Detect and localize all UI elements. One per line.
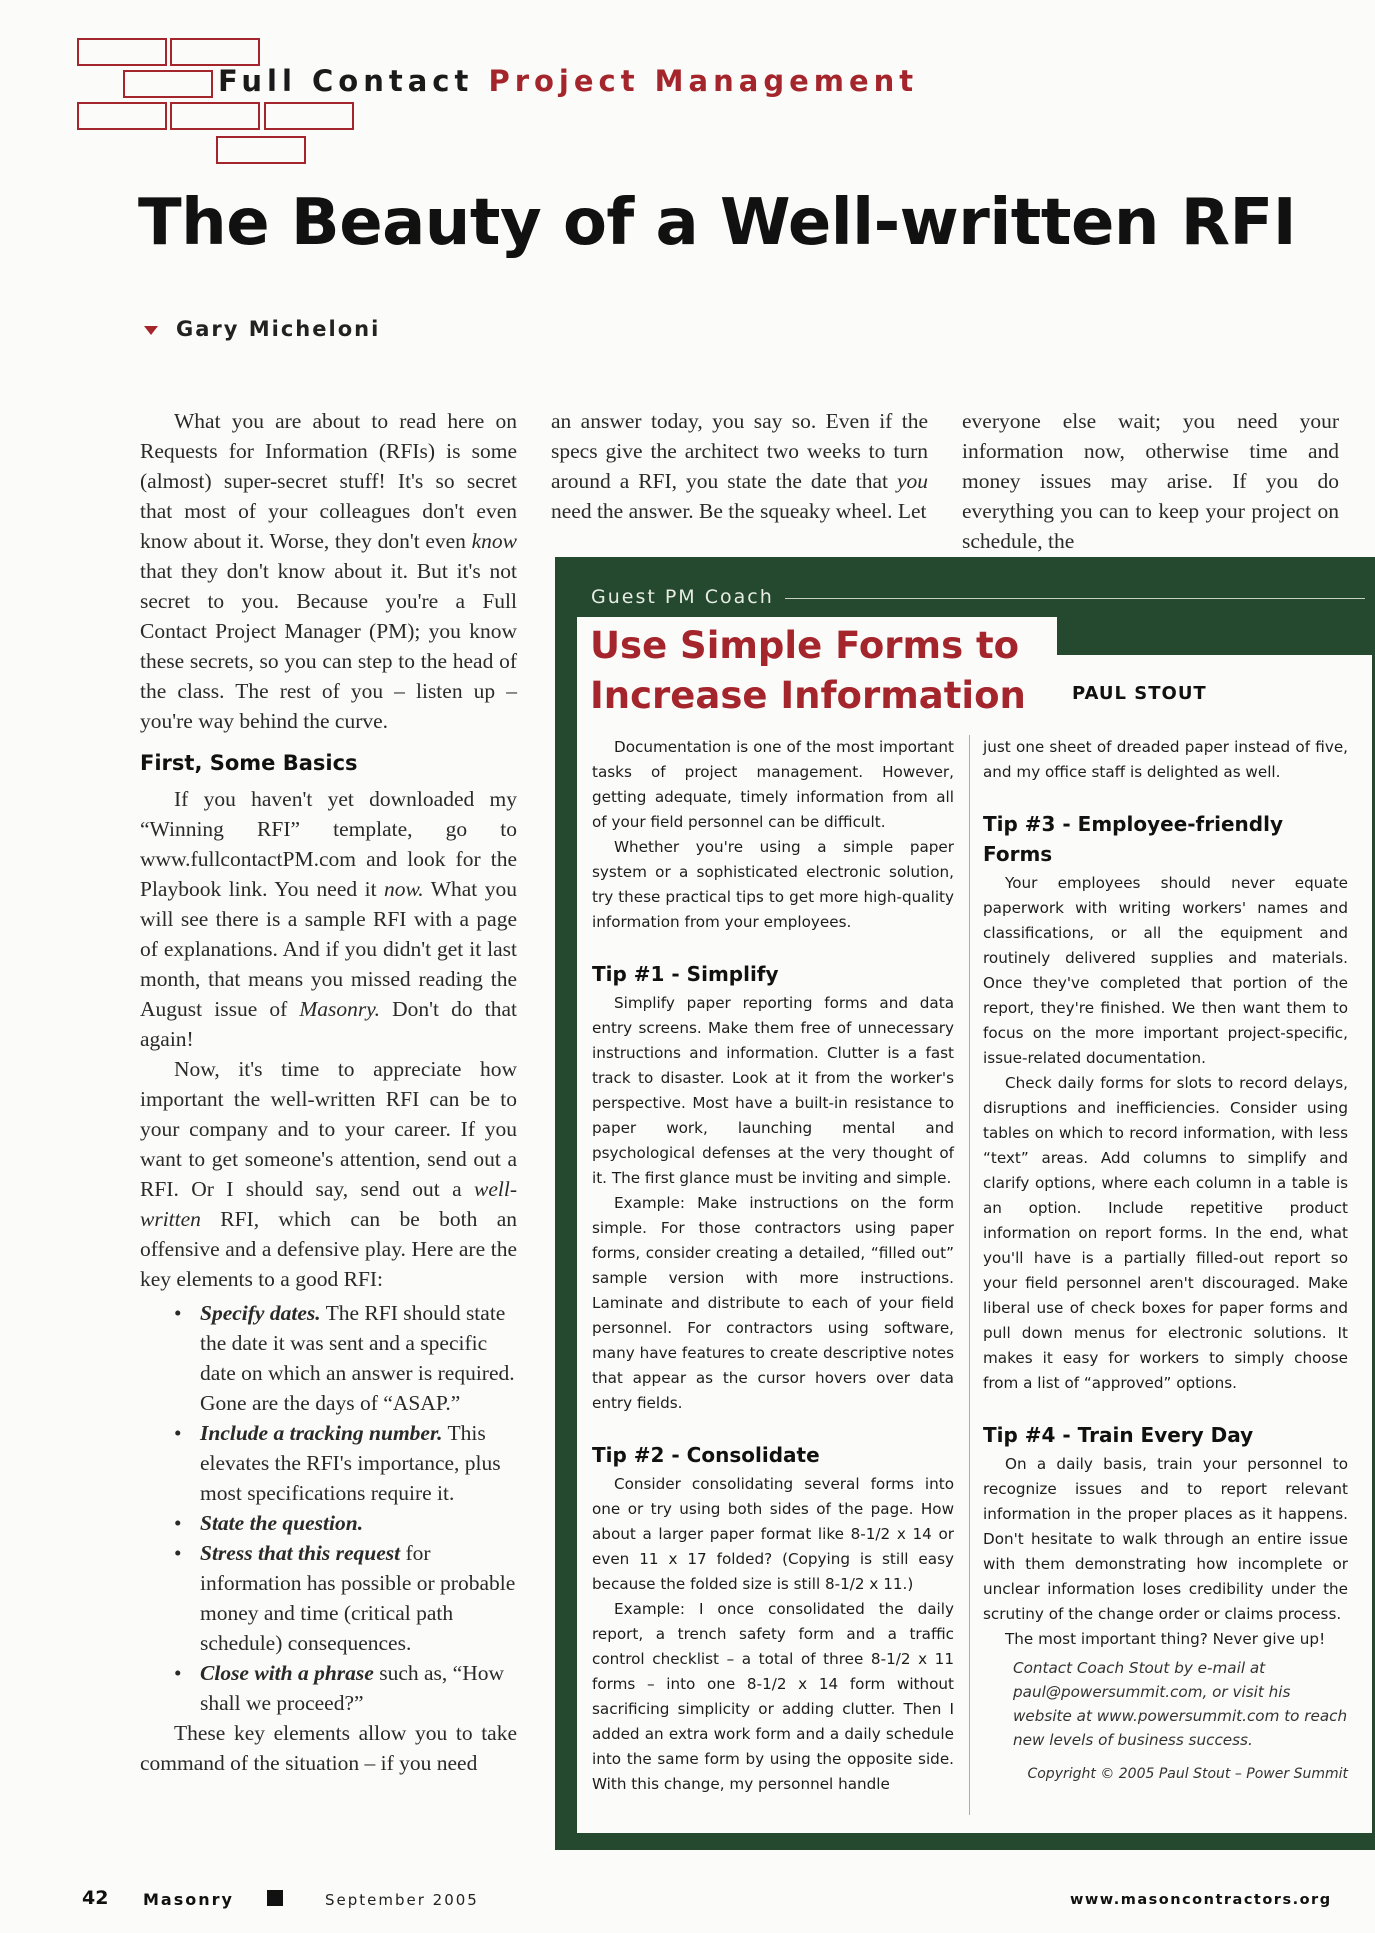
- list-item: • Close with a phrase such as, “How shall we proceed?”: [200, 1658, 517, 1718]
- list-item: • State the question.: [200, 1508, 517, 1538]
- guest-coach-sidebar: [555, 557, 1375, 1850]
- col2-paragraph-1: an answer today, you say so. Even if the specs give the architect two weeks to turn around a RFI, you state the date that you need the answer. Be the squeaky wheel. Let: [551, 409, 928, 523]
- magazine-name: Masonry: [143, 1890, 234, 1909]
- brick-6: [264, 102, 354, 130]
- brick-1: [77, 38, 167, 66]
- tip-3-paragraph-1: Your employees should never equate paperwork with writing workers' names and classifications, or all the equipment and routinely delivered supplies and materials. Once they've completed that portion of the report, they're finished. We then want them to focus on the more important project-specific, issue-related documentation.: [983, 874, 1348, 1067]
- brick-2: [170, 38, 260, 66]
- byline-triangle-icon: [144, 326, 158, 335]
- brick-4: [77, 102, 167, 130]
- tip-4-paragraph-1: On a daily basis, train your personnel to recognize issues and to report relevant information in the proper places as it happens. Don't hesitate to walk through an entire issue with them demonstrating how incomplete or unclear information loses credibility under the scrutiny of the change order or claims process.: [983, 1455, 1348, 1623]
- tip-4-paragraph-2: The most important thing? Never give up!: [1005, 1630, 1326, 1648]
- sidebar-column-left: [592, 735, 954, 1797]
- section-heading: First, Some Basics: [140, 751, 358, 775]
- tip-2-continuation: just one sheet of dreaded paper instead of five, and my office staff is delighted as well.: [983, 738, 1348, 781]
- article-column-1: [140, 406, 517, 1778]
- tip-3-paragraph-2: Check daily forms for slots to record delays, disruptions and inefficiencies. Consider using tables on which to record information, with less “text” areas. Add columns to simplify and clarify options, where each column in a table is an option. Include repetitive product information on report forms. In the end, what you'll have is a partially filled-out report so your field personnel aren't discouraged. Make liberal use of check boxes for paper forms and pull down menus for electronic solutions. It makes it easy for workers to simply choose from a list of “approved” options.: [983, 1074, 1348, 1392]
- list-item: • Include a tracking number. This elevates the RFI's importance, plus most specifications require it.: [200, 1418, 517, 1508]
- sidebar-label: Guest PM Coach: [591, 586, 774, 608]
- brick-5: [170, 102, 260, 130]
- sidebar-column-right: [983, 735, 1348, 1787]
- footer-website: www.masoncontractors.org: [1070, 1892, 1332, 1908]
- tip-4-heading: Tip #4 - Train Every Day: [983, 1423, 1254, 1447]
- brick-3: [123, 70, 213, 98]
- sidebar-intro-2: Whether you're using a simple paper system or a sophisticated electronic solution, try these practical tips to get more high-quality information from your employees.: [592, 838, 954, 931]
- sidebar-label-rule: [785, 598, 1365, 599]
- sidebar-author: PAUL STOUT: [1072, 683, 1207, 704]
- article-column-2: [551, 406, 928, 526]
- sidebar-headline: [590, 621, 1026, 721]
- page-number: 42: [82, 1887, 109, 1909]
- section-kicker: [218, 64, 918, 98]
- tip-1-paragraph-1: Simplify paper reporting forms and data entry screens. Make them free of unnecessary instructions and information. Clutter is a fast track to disaster. Look at it from the worker's perspective. Most have a built-in resistance to paper work, launching mental and psychological defenses at the very thought of it. The first glance must be inviting and simple.: [592, 994, 954, 1187]
- col1-paragraph-4: These key elements allow you to take command of the situation – if you need: [140, 1721, 517, 1775]
- author-name: Gary Micheloni: [176, 317, 381, 341]
- brick-7: [216, 136, 306, 164]
- sidebar-headline-line-1: Use Simple Forms to: [590, 624, 1020, 667]
- col1-paragraph-3: Now, it's time to appreciate how important the well-written RFI can be to your company and to your career. If you want to get someone's attention, send out a RFI. Or I should say, send out a well-written RFI, which can be both an offensive and a defensive play. Here are the key elements to a good RFI:: [140, 1057, 517, 1291]
- col3-paragraph-1: everyone else wait; you need your information now, otherwise time and money issues may arise. If you do everything you can to keep your project on schedule, the: [962, 409, 1339, 553]
- sidebar-column-divider: [969, 735, 970, 1815]
- article-column-3: [962, 406, 1339, 556]
- tip-1-paragraph-2: Example: Make instructions on the form simple. For those contractors using paper forms, consider creating a detailed, “filled out” sample version with more instructions. Laminate and distribute to each of your field personnel. For contractors using software, many have features to create descriptive notes that appear as the cursor hovers over data entry fields.: [592, 1194, 954, 1412]
- key-elements-list: [140, 1298, 517, 1718]
- tip-2-heading: Tip #2 - Consolidate: [592, 1443, 820, 1467]
- tip-1-heading: Tip #1 - Simplify: [592, 962, 779, 986]
- kicker-red: Project Management: [488, 64, 919, 98]
- col1-paragraph-1: What you are about to read here on Requests for Information (RFIs) is some (almost) super-secret stuff! It's so secret that most of your colleagues don't even know about it. Worse, they don't even know that they don't know about it. But it's not secret to you. Because you're a Full Contact Project Manager (PM); you know these secrets, so you can step to the head of the class. The rest of you – listen up – you're way behind the curve.: [140, 409, 517, 733]
- sidebar-copyright: Copyright © 2005 Paul Stout – Power Summit: [1027, 1766, 1348, 1782]
- issue-date: September 2005: [325, 1891, 479, 1909]
- tip-3-heading: Tip #3 - Employee-friendly Forms: [983, 812, 1283, 866]
- coach-contact-note: Contact Coach Stout by e-mail at paul@powersummit.com, or visit his website at www.powersummit.com to reach new levels of business success.: [1013, 1659, 1348, 1749]
- sidebar-intro-1: Documentation is one of the most important tasks of project management. However, getting adequate, timely information from all of your field personnel can be difficult.: [592, 738, 954, 831]
- kicker-black: Full Contact: [218, 64, 474, 98]
- article-title: The Beauty of a Well-written RFI: [138, 186, 1297, 260]
- footer-square-icon: [267, 1890, 283, 1906]
- byline: [144, 317, 380, 341]
- list-item: • Specify dates. The RFI should state the date it was sent and a specific date on which an answer is required. Gone are the days of “ASAP.”: [200, 1298, 517, 1418]
- tip-2-paragraph-1: Consider consolidating several forms into one or try using both sides of the page. How about a larger paper format like 8-1/2 x 14 or even 11 x 17 folded? (Copying is still easy because the folded size is still 8-1/2 x 11.): [592, 1475, 954, 1593]
- tip-2-paragraph-2: Example: I once consolidated the daily report, a trench safety form and a traffic control checklist – a total of three 8-1/2 x 11 forms – into one 8-1/2 x 14 form without sacrificing simplicity or adding clutter. Then I added an extra work form and a daily schedule into the same form by using the opposite side. With this change, my personnel handle: [592, 1600, 954, 1793]
- sidebar-headline-line-2: Increase Information: [590, 674, 1026, 717]
- col1-paragraph-2: If you haven't yet downloaded my “Winning RFI” template, go to www.fullcontactPM.com and look for the Playbook link. You need it now. What you will see there is a sample RFI with a page of explanations. And if you didn't get it last month, that means you missed reading the August issue of Masonry. Don't do that again!: [140, 787, 518, 1051]
- list-item: • Stress that this request for information has possible or probable money and time (critical path schedule) consequences.: [200, 1538, 517, 1658]
